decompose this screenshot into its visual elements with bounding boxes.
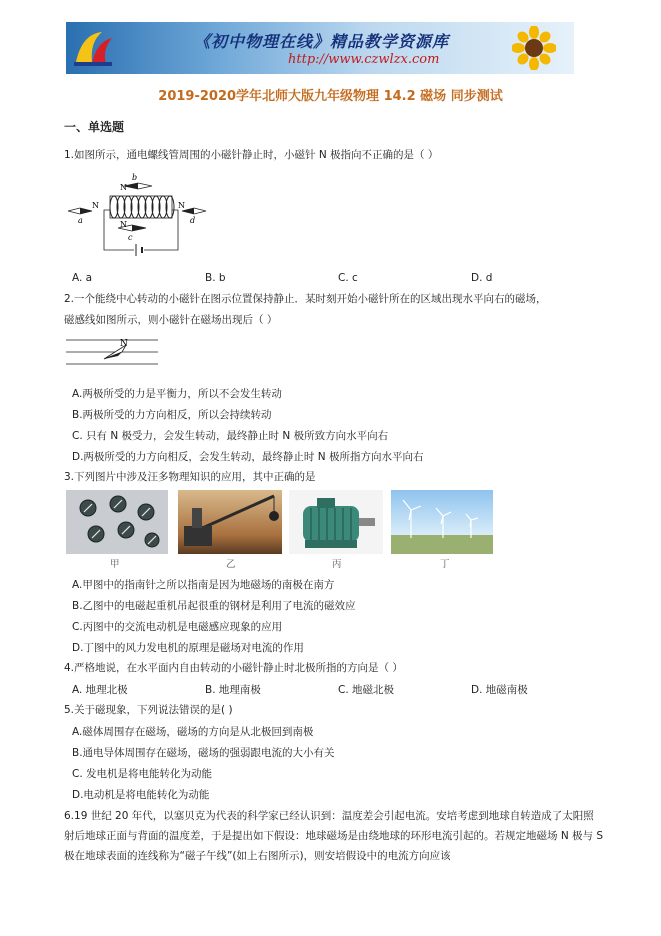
q4-option-c[interactable]: C. 地磁北极 — [338, 684, 395, 696]
q1-option-a[interactable]: A. a — [72, 272, 93, 284]
document-title: 2019-2020学年北师大版九年级物理 14.2 磁场 同步测试 — [158, 89, 503, 104]
question-3-text: 3.下列图片中涉及汪多物理知识的应用，其中正确的是 — [64, 471, 316, 483]
solenoid-figure — [64, 170, 214, 258]
q1-option-c[interactable]: C. c — [338, 272, 358, 284]
q5-option-b[interactable]: B.通电导体周围存在磁场，磁场的强弱跟电流的大小有关 — [72, 747, 335, 759]
q3-option-d[interactable]: D.丁图中的风力发电机的原理是磁场对电流的作用 — [72, 642, 304, 654]
question-6-text: 6.19 世纪 20 年代，以塞贝克为代表的科学家已经认识到：温度差会引起电流。安培考虑到地球自转造成了太阳照射后地球正面与背面的温度差，于是提出如下假设：地球磁场是由绕地球的环形电流引起的。若规定地磁场 N 极与 S 极在地球表面的连线称为“磁子午线”(如上右图所示)，则安培假设中的电流方向应该 — [64, 810, 604, 862]
photo-crane — [178, 490, 282, 554]
q5-option-a[interactable]: A.磁体周围存在磁场，磁场的方向是从北极回到南极 — [72, 726, 314, 738]
photo-wind-turbines — [391, 490, 493, 554]
fig-label-n-d: N — [178, 201, 185, 210]
photo-caption-jia: 甲 — [110, 559, 120, 570]
logo-icon — [72, 28, 114, 68]
fig-label-d: d — [190, 216, 196, 225]
fig-label-b: b — [132, 173, 138, 182]
photo-caption-yi: 乙 — [226, 559, 236, 570]
question-5-text: 5.关于磁现象，下列说法错误的是( ) — [64, 704, 233, 716]
fig-label-c: c — [128, 233, 133, 242]
photo-caption-ding: 丁 — [440, 559, 450, 570]
banner-url: http://www.czwlzx.com — [288, 52, 440, 67]
q1-option-b[interactable]: B. b — [205, 272, 226, 284]
question-1-text: 1.如图所示，通电螺线管周围的小磁针静止时，小磁针 N 极指向不正确的是（ ） — [64, 149, 439, 161]
q3-option-c[interactable]: C.丙图中的交流电动机是电磁感应现象的应用 — [72, 621, 283, 633]
question-2-text-line2: 磁感线如图所示，则小磁针在磁场出现后（ ） — [64, 314, 278, 326]
q2-option-a[interactable]: A.两极所受的力是平衡力，所以不会发生转动 — [72, 388, 282, 400]
q5-option-c[interactable]: C. 发电机是将电能转化为动能 — [72, 768, 213, 780]
question-4-text: 4.严格地说，在水平面内自由转动的小磁针静止时北极所指的方向是（ ） — [64, 662, 403, 674]
fig-label-a: a — [78, 216, 83, 225]
q2-option-b[interactable]: B.两极所受的力方向相反，所以会持续转动 — [72, 409, 272, 421]
q1-option-d[interactable]: D. d — [471, 272, 493, 284]
photo-motor — [289, 490, 383, 554]
header-banner — [66, 22, 574, 74]
fig-label-n-b: N — [120, 183, 127, 192]
fig-label-n-c: N — [120, 220, 127, 229]
photo-caption-bing: 丙 — [332, 559, 342, 570]
q2-option-c[interactable]: C. 只有 N 极受力，会发生转动，最终静止时 N 极所致方向水平向右 — [72, 430, 389, 442]
fig-label-n: N — [120, 339, 128, 349]
section-heading: 一、单选题 — [64, 120, 125, 134]
banner-title: 《初中物理在线》精品教学资源库 — [194, 32, 450, 51]
q3-option-a[interactable]: A.甲图中的指南针之所以指南是因为地磁场的南极在南方 — [72, 579, 335, 591]
q4-option-a[interactable]: A. 地理北极 — [72, 684, 128, 696]
q5-option-d[interactable]: D.电动机是将电能转化为动能 — [72, 789, 210, 801]
sunflower-icon — [512, 26, 556, 70]
q3-option-b[interactable]: B.乙图中的电磁起重机吊起很重的钢材是利用了电流的磁效应 — [72, 600, 356, 612]
magnetic-field-figure — [64, 332, 160, 374]
fig-label-n-a: N — [92, 201, 99, 210]
question-2-text-line1: 2.一个能绕中心转动的小磁针在图示位置保持静止．某时刻开始小磁针所在的区域出现水平向右的磁场， — [64, 293, 547, 305]
q4-option-b[interactable]: B. 地理南极 — [205, 684, 261, 696]
q2-option-d[interactable]: D.两极所受的力方向相反，会发生转动，最终静止时 N 极所指方向水平向右 — [72, 451, 424, 463]
q4-option-d[interactable]: D. 地磁南极 — [471, 684, 528, 696]
photo-compasses — [66, 490, 168, 554]
